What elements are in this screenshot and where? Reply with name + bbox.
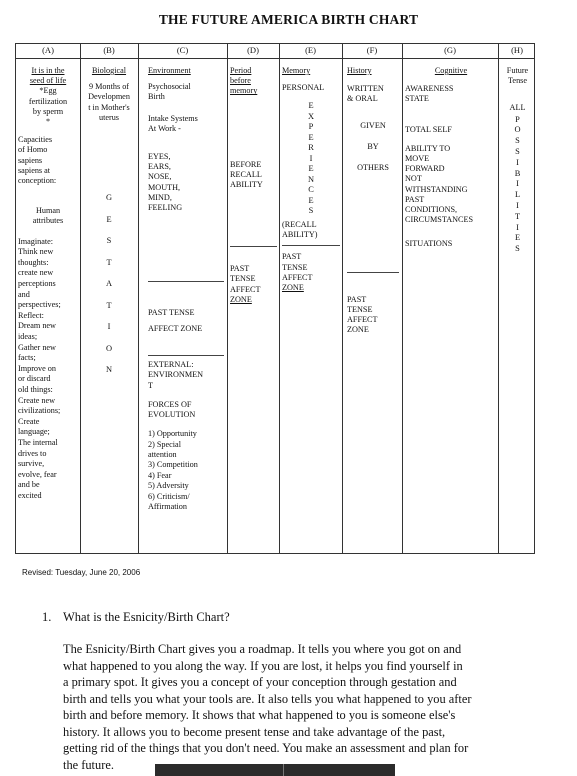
- column-f: [347, 66, 399, 335]
- col-f-line: PAST: [347, 294, 367, 304]
- column-e: [282, 66, 340, 293]
- column-b: [81, 66, 137, 381]
- col-c-line: MIND,: [148, 192, 172, 202]
- experiences-letter: S: [308, 206, 314, 216]
- experiences-letter: E: [308, 101, 314, 111]
- col-f-line: GIVEN: [360, 120, 386, 130]
- col-d-heading: memory: [230, 86, 258, 96]
- experiences-letter: X: [307, 111, 315, 121]
- col-a-line: by sperm: [32, 106, 64, 116]
- experiences-letter: E: [308, 164, 314, 174]
- col-f-line: OTHERS: [357, 162, 389, 172]
- col-a-line: sapiens at: [18, 165, 51, 175]
- col-g-line: CIRCUMSTANCES: [405, 215, 474, 225]
- possibilities-letter: S: [515, 244, 520, 254]
- col-c-list-line: 5) Adversity: [148, 481, 189, 491]
- answer-line: the future.: [63, 757, 114, 772]
- col-g-line: STATE: [405, 94, 429, 104]
- col-f-line: BY: [367, 141, 379, 151]
- col-f-line: & ORAL: [347, 94, 378, 104]
- gestation-letter: A: [105, 279, 113, 289]
- col-d-heading: Period: [230, 66, 252, 75]
- rule: [282, 245, 340, 246]
- col-d-line: RECALL: [230, 169, 262, 179]
- col-a-list-line: Create: [18, 416, 40, 426]
- col-g-line: AWARENESS: [405, 84, 454, 94]
- possibilities-letter: P: [515, 114, 520, 124]
- col-e-line: ZONE: [282, 282, 304, 292]
- col-f-line: ZONE: [347, 325, 369, 335]
- question-number: 1.: [42, 610, 52, 624]
- col-c-line: At Work -: [148, 123, 181, 133]
- column-c: [148, 66, 224, 513]
- possibilities-letter: E: [514, 233, 521, 243]
- col-g-heading: Cognitive: [434, 66, 468, 75]
- col-a-line: *Egg: [39, 86, 57, 96]
- column-divider: [227, 44, 228, 553]
- col-c-line: EXTERNAL:: [148, 360, 194, 370]
- col-a-line: of Homo: [18, 145, 48, 155]
- col-c-line: FEELING: [148, 203, 183, 213]
- col-c-line: T: [148, 380, 154, 390]
- col-d-line: PAST: [230, 264, 250, 274]
- col-a-list-line: Create new: [18, 395, 56, 405]
- col-b-heading: Biological: [91, 66, 127, 75]
- col-a-list-line: and: [18, 289, 30, 299]
- experiences-letter: I: [309, 153, 313, 163]
- possibilities-letter: I: [516, 157, 519, 167]
- possibilities-letter: I: [516, 200, 519, 210]
- column-h: [499, 66, 536, 255]
- col-a-list-line: civilizations;: [18, 406, 61, 416]
- experiences-letter: R: [308, 143, 314, 153]
- header-f: (F): [366, 45, 378, 55]
- question-text: What is the Esnicity/Birth Chart?: [63, 610, 230, 624]
- col-a-list-line: Improve on: [18, 363, 56, 373]
- col-b-line: Developmen: [88, 92, 130, 102]
- col-c-list-line: 1) Opportunity: [148, 429, 197, 439]
- col-g-line: PAST: [405, 194, 425, 204]
- rule: [347, 272, 399, 273]
- col-g-line: ABILITY TO: [405, 143, 451, 153]
- column-divider: [279, 44, 280, 553]
- col-g-situations: SITUATIONS: [405, 239, 453, 249]
- column-divider: [342, 44, 343, 553]
- gestation-letter: E: [106, 214, 112, 224]
- col-c-line: Birth: [148, 92, 165, 102]
- col-a-list-line: language;: [18, 427, 50, 437]
- col-c-list-line: 2) Special: [148, 439, 181, 449]
- possibilities-letter: S: [515, 147, 520, 156]
- col-a-list-line: thoughts:: [18, 257, 49, 267]
- col-c-list-line: 6) Criticism/: [148, 491, 190, 501]
- col-c-line: ENVIRONMEN: [148, 370, 204, 380]
- col-g-line: MOVE: [405, 154, 430, 164]
- col-a-list-line: excited: [18, 490, 42, 500]
- col-a-line: seed of life: [29, 76, 67, 86]
- col-a-list-line: evolve, fear: [18, 469, 57, 479]
- col-a-list-line: facts;: [18, 353, 36, 363]
- col-a-list-line: old things:: [18, 384, 53, 394]
- col-d-line: ZONE: [230, 294, 252, 304]
- header-b: (B): [103, 45, 115, 55]
- gestation-letter: I: [107, 322, 111, 332]
- possibilities-letter: L: [514, 190, 521, 200]
- column-a: [18, 66, 78, 501]
- experiences-letter: P: [308, 122, 314, 132]
- col-a-list-line: drives to: [18, 448, 47, 458]
- col-c-line: AFFECT ZONE: [148, 324, 203, 334]
- col-c-line: MOUTH,: [148, 182, 181, 192]
- col-g-line: WITHSTANDING: [405, 184, 468, 194]
- col-a-line: Human: [35, 206, 61, 216]
- col-c-list-line: Affirmation: [148, 502, 187, 512]
- col-h-heading: Future: [506, 66, 529, 75]
- possibilities-letter: I: [516, 222, 519, 232]
- header-d: (D): [247, 45, 259, 55]
- col-g-line: FORWARD: [405, 164, 445, 174]
- answer-line: birth and before memory. It shows that what happened to you is someone else's: [63, 708, 456, 722]
- answer-line: The Esnicity/Birth Chart gives you a roadmap. It tells you where you got on and: [63, 642, 462, 656]
- answer-paragraph: [63, 641, 538, 773]
- possibilities-letter: B: [514, 168, 521, 178]
- page-footer-bar: [155, 764, 395, 776]
- col-a-list-line: The internal: [18, 437, 58, 447]
- rule: [148, 355, 224, 356]
- birth-chart-table: [15, 43, 535, 554]
- col-a-list-line: Imaginate:: [18, 236, 54, 246]
- col-c-list-line: attention: [148, 450, 177, 460]
- col-h-all: ALL: [509, 103, 526, 113]
- col-f-line: WRITTEN: [347, 84, 384, 94]
- gestation-letter: T: [106, 257, 112, 267]
- gestation-letter: O: [105, 343, 113, 353]
- col-c-line: PAST TENSE: [148, 308, 195, 318]
- col-e-line: AFFECT: [282, 272, 313, 282]
- col-a-line: Capacities: [18, 135, 53, 145]
- answer-line: what happened to you along the way. If you are lost, it helps you find yourself in: [63, 658, 463, 673]
- column-divider: [138, 44, 139, 553]
- question-heading: [42, 610, 230, 625]
- column-g: [405, 66, 497, 250]
- col-g-total: TOTAL SELF: [405, 124, 452, 134]
- col-b-line: uterus: [98, 112, 119, 122]
- col-a-list-line: perspectives;: [18, 300, 61, 310]
- rule: [230, 246, 277, 247]
- header-c: (C): [176, 45, 189, 55]
- col-c-line: Intake Systems: [148, 113, 198, 123]
- col-a-list-line: survive,: [18, 459, 45, 469]
- col-c-line: NOSE,: [148, 172, 172, 182]
- col-a-list-line: Think new: [18, 247, 54, 257]
- col-c-list-line: 3) Competition: [148, 460, 198, 470]
- col-b-line: t in Mother's: [88, 102, 130, 112]
- col-d-line: AFFECT: [230, 284, 261, 294]
- col-f-line: AFFECT: [347, 315, 378, 325]
- gestation-letter: S: [106, 236, 112, 246]
- col-a-list-line: Gather new: [18, 342, 56, 352]
- possibilities-letter: S: [515, 136, 520, 146]
- col-e-heading: Memory: [282, 66, 311, 75]
- col-e-line: ABILITY): [282, 230, 318, 240]
- col-a-list-line: Reflect:: [18, 310, 44, 320]
- chart-title: THE FUTURE AMERICA BIRTH CHART: [158, 12, 419, 27]
- col-a-line: conception:: [18, 176, 57, 186]
- header-e: (E): [305, 45, 316, 55]
- col-g-line: CONDITIONS,: [405, 205, 458, 215]
- col-d-line: TENSE: [230, 274, 256, 284]
- col-c-line: EVOLUTION: [148, 410, 196, 420]
- col-c-line: Psychosocial: [148, 82, 191, 92]
- experiences-letter: C: [308, 185, 314, 195]
- col-a-line: *: [45, 117, 51, 127]
- col-a-list-line: and be: [18, 480, 40, 490]
- col-e-line: (RECALL: [282, 219, 317, 229]
- gestation-letter: G: [105, 193, 113, 203]
- footer-bar-divider: [283, 764, 284, 776]
- answer-line: history. It allows you to become present tense and take advantage of the past,: [63, 724, 446, 739]
- possibilities-letter: O: [514, 125, 521, 135]
- header-divider: [16, 58, 534, 59]
- header-a: (A): [42, 45, 54, 55]
- col-a-line: attributes: [32, 216, 64, 226]
- col-a-list-line: or discard: [18, 374, 51, 384]
- col-e-line: PAST: [282, 252, 302, 262]
- col-a-line: fertilization: [28, 96, 68, 106]
- col-f-heading: History: [347, 66, 372, 75]
- col-a-list-line: create new: [18, 268, 54, 278]
- col-d-line: BEFORE: [230, 159, 262, 169]
- col-c-line: FORCES OF: [148, 399, 192, 409]
- column-d: [230, 66, 277, 305]
- col-a-list-line: ideas;: [18, 331, 38, 341]
- possibilities-letter: I: [516, 179, 519, 189]
- col-e-personal: PERSONAL: [282, 83, 325, 93]
- experiences-letter: N: [307, 174, 315, 184]
- col-a-list-line: Dream new: [18, 321, 56, 331]
- col-a-line: It is in the: [31, 66, 65, 75]
- experiences-letter: E: [308, 195, 314, 205]
- possibilities-letter: T: [514, 211, 521, 221]
- rule: [148, 281, 224, 282]
- col-d-line: ABILITY: [230, 180, 263, 190]
- revised-date: Revised: Tuesday, June 20, 2006: [22, 568, 141, 577]
- header-g: (G): [444, 45, 456, 55]
- col-c-heading: Environment: [148, 66, 191, 75]
- answer-line: getting rid of the things that you don't need. You make an assessment and plan for: [63, 741, 469, 755]
- col-a-list-line: perceptions: [18, 279, 56, 289]
- col-a-line: sapiens: [18, 155, 43, 165]
- col-h-heading: Tense: [508, 76, 527, 86]
- col-b-line: 9 Months of: [88, 82, 130, 92]
- col-e-line: TENSE: [282, 262, 308, 272]
- col-g-line: NOT: [405, 174, 422, 184]
- col-d-heading: before: [230, 76, 251, 86]
- gestation-letter: N: [105, 365, 113, 375]
- column-divider: [402, 44, 403, 553]
- answer-line: a primary spot. It gives you a concept of your conception through gestation and: [63, 675, 457, 689]
- col-c-line: EYES,: [148, 152, 171, 162]
- col-c-line: EARS,: [148, 162, 171, 172]
- experiences-letter: E: [308, 132, 314, 142]
- col-c-list-line: 4) Fear: [148, 470, 172, 480]
- answer-line: birth and tells you what your tools are. It also tells you what happened to you after: [63, 691, 472, 706]
- col-f-line: TENSE: [347, 304, 373, 314]
- gestation-letter: T: [106, 300, 112, 310]
- header-h: (H): [511, 45, 523, 55]
